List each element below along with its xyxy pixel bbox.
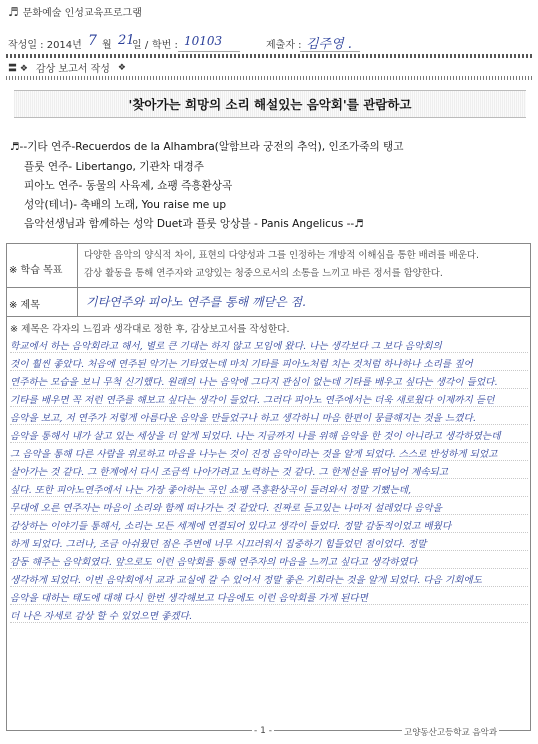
ruled-line: [10, 532, 528, 533]
header-divider-top: [6, 54, 532, 58]
date-label: 작성일 : 2014년: [8, 40, 82, 51]
ruled-line: [10, 388, 528, 389]
ruled-line: [10, 586, 528, 587]
essay-line: 음악을 보고, 저 연주가 저렇게 아름다운 음악을 만들었구나 하고 생각하니 마음 한편이 뭉클해지는 것을 느꼈다.: [10, 413, 476, 424]
header-divider-bottom: [6, 76, 532, 80]
diamond-icon: 〓 ❖: [8, 64, 28, 74]
ruled-line: [10, 550, 528, 551]
table-border: [6, 316, 531, 317]
ruled-line: [10, 622, 528, 623]
essay-line: 것이 훨씬 좋았다. 처음에 연주된 악기는 기타였는데 마치 기타를 피아노처럼 치는 것처럼 하나하나 소리를 짚어: [10, 359, 473, 370]
essay-line: 감동 해주는 음악회였다. 앞으로도 이런 음악회를 통해 연주자의 마음을 느끼고 싶다고 생각하였다: [10, 557, 418, 568]
essay-line: 살아가는 것 같다. 그 한계에서 다시 조금씩 나아가려고 노력하는 것 같다. 그 한계선을 뛰어넘어 계속되고: [10, 467, 449, 478]
submitter-value: 김주영 .: [306, 37, 352, 52]
ruled-line: [10, 604, 528, 605]
underline-submitter: [300, 51, 360, 52]
ruled-line: [10, 568, 528, 569]
underline-student-id: [178, 51, 240, 52]
essay-line: 싶다. 또한 피아노연주에서 나는 가장 좋아하는 곡인 쇼팽 즉흥환상곡이 들려와서 정말 기뻤는데,: [10, 485, 412, 496]
program-title: 문화예술 인성교육프로그램: [22, 8, 142, 19]
report-heading-text: 감상 보고서 작성: [35, 64, 110, 75]
table-border: [77, 243, 78, 316]
program-header: [8, 4, 142, 19]
ruled-line: [10, 424, 528, 425]
page-number: - 1 -: [254, 726, 272, 736]
ruled-line: [10, 478, 528, 479]
title-label: ※ 제목: [9, 300, 40, 311]
essay-line: 무대에 오른 연주자는 마음이 소리와 함께 떠나가는 것 같았다. 진짜로 듣고있는 나마저 설레었다 음악을: [10, 503, 442, 514]
submitter-label: 제출자 :: [266, 40, 302, 51]
goal-label: ※ 학습 목표: [9, 265, 63, 276]
program-line: 음악선생님과 함께하는 성악 Duet과 플룻 앙상블 - Panis Angelicus --♬: [24, 218, 364, 230]
table-border: [6, 243, 7, 731]
table-border: [6, 243, 531, 244]
program-line: 피아노 연주- 동물의 사육제, 쇼팽 즉흥환상곡: [24, 180, 233, 192]
table-border: [530, 243, 531, 731]
program-line: ♬--기타 연주-Recuerdos de la Alhambra(알함브라 궁전의 추억), 인조가죽의 탱고: [10, 141, 404, 153]
essay-line: 음악을 대하는 태도에 대해 다시 한번 생각해보고 다음에도 이런 음악회를 가게 된다면: [10, 593, 368, 604]
concert-title: '찾아가는 희망의 소리 해설있는 음악회'를 관람하고: [14, 90, 526, 118]
ruled-line: [10, 460, 528, 461]
essay-line: 감상하는 이야기들 통해서, 소리는 모든 세계에 연결되어 있다고 생각이 들었다. 정말 감동적이었고 배웠다: [10, 521, 452, 532]
program-line: 성악(테너)- 축배의 노래, You raise me up: [24, 199, 227, 211]
table-border: [6, 287, 531, 288]
goal-line: 감상 활동을 통해 연주자와 교양있는 청중으로서의 소통을 느끼고 바른 정서를 함양한다.: [84, 268, 443, 279]
report-heading: [8, 60, 126, 75]
essay-line: 더 나은 자세로 감상 할 수 있었으면 좋겠다.: [10, 611, 192, 622]
month-label: 월: [102, 40, 112, 51]
diamond-icon: ❖: [117, 62, 126, 73]
ruled-line: [10, 514, 528, 515]
essay-line: 학교에서 하는 음악회라고 해서, 별로 큰 기대는 하지 않고 모임에 왔다. 나는 생각보다 그 보다 음악회의: [10, 341, 442, 352]
date-month-value: 7: [88, 33, 97, 49]
ruled-line: [10, 370, 528, 371]
essay-line: 음악을 통해서 내가 살고 있는 세상을 더 알게 되었다. 나는 지금까지 나를 위해 음악을 한 것이 아니라고 생각하였는데: [10, 431, 501, 442]
essay-line: 그 음악을 통해 다른 사람을 위로하고 마음을 나누는 것이 진정 음악이라는 것을 알게 되었다. 스스로 반성하게 되었고: [10, 449, 498, 460]
student-id-label: 학번 :: [152, 40, 178, 51]
date-day-value: 21: [118, 33, 135, 48]
ruled-line: [10, 442, 528, 443]
title-value[interactable]: 기타연주와 피아노 연주를 통해 깨닫은 점.: [86, 295, 306, 309]
essay-line: 기타를 배우면 꼭 저런 연주를 해보고 싶다는 생각이 들었다. 그러다 피아노 연주에서는 더욱 새로웠다 이제까지 듣던: [10, 395, 495, 406]
ruled-line: [10, 406, 528, 407]
essay-line: 하게 되었다. 그러나, 조금 아쉬웠던 점은 주변에 너무 시끄러워서 집중하기 힘들었던 점이었다. 정말: [10, 539, 427, 550]
program-line: 플룻 연주- Libertango, 기관차 대경주: [24, 161, 205, 173]
ruled-line: [10, 496, 528, 497]
music-note-icon: ♬: [8, 4, 19, 19]
day-label: 일 /: [132, 40, 149, 51]
essay-instruction: ※ 제목은 각자의 느낌과 생각대로 정한 후, 감상보고서를 작성한다.: [10, 324, 290, 335]
essay-line: 생각하게 되었다. 이번 음악회에서 교과 교실에 갈 수 있어서 정말 좋은 기회라는 것을 알게 되었다. 다음 기회에도: [10, 575, 482, 586]
essay-line: 연주하는 모습을 보니 무척 신기했다. 원래의 나는 음악에 그다지 관심이 없는데 기타를 배우고 싶다는 생각이 들었다.: [10, 377, 498, 388]
student-id-value: 10103: [184, 34, 223, 48]
ruled-line: [10, 352, 528, 353]
info-row: [8, 33, 528, 52]
goal-line: 다양한 음악의 양식적 차이, 표현의 다양성과 그를 인정하는 개방적 이해심을 통한 배려를 배운다.: [84, 250, 479, 261]
school-name: 고양동산고등학교 음악과: [404, 728, 498, 738]
